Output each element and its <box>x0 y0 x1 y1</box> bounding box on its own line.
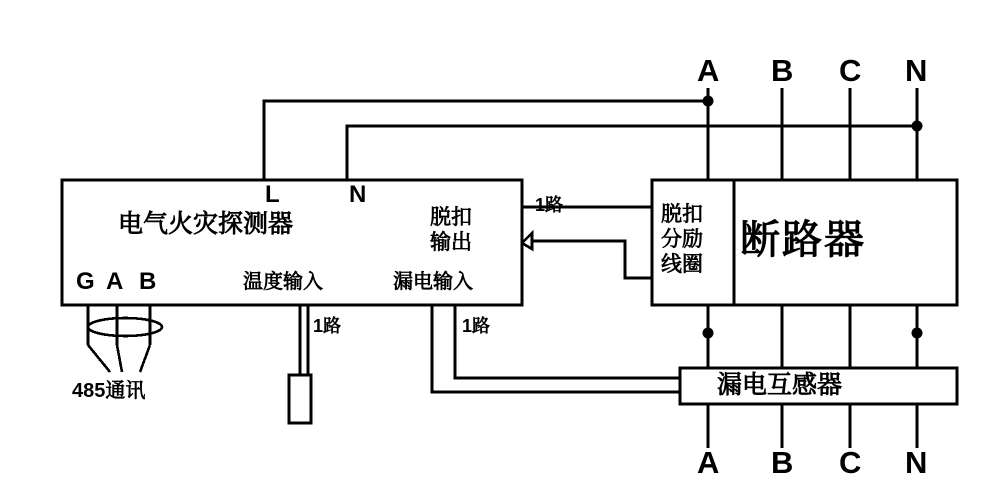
bus-top-label-b: B <box>771 53 794 88</box>
bus-top-label-a: A <box>697 53 720 88</box>
wire-comm-lead-1 <box>88 345 110 372</box>
annotation-comm-485: 485通讯 <box>72 380 146 402</box>
bus-bottom-label-c: C <box>839 445 862 480</box>
bus-bottom-label-n: N <box>905 445 928 480</box>
annotation-trip-channel: 1路 <box>535 195 564 215</box>
terminal-label-n: N <box>349 181 367 208</box>
terminal-label-temp-input: 温度输入 <box>243 271 323 293</box>
terminal-label-leak-input: 漏电输入 <box>393 271 473 293</box>
coil-label-line1: 脱扣 <box>661 203 703 226</box>
dot-phase-n-top <box>912 121 923 132</box>
dot-phase-a-top <box>703 96 714 107</box>
coil-label-line3: 线圈 <box>661 252 703 276</box>
wire-trip-out-2 <box>532 241 652 278</box>
dot-phase-n-mid <box>912 328 923 339</box>
coil-box-label <box>661 203 703 277</box>
dot-phase-a-mid <box>703 328 714 339</box>
temp-sensor-body <box>289 375 311 423</box>
junction-dots <box>703 96 923 339</box>
terminal-label-a: A <box>106 268 124 295</box>
wire-comm-lead-2 <box>117 345 122 372</box>
wire-comm-lead-3 <box>140 345 150 372</box>
terminal-label-b: B <box>139 268 157 295</box>
bus-top-label-n: N <box>905 53 928 88</box>
breaker-box-label: 断路器 <box>740 218 866 262</box>
bus-bottom-label-a: A <box>697 445 720 480</box>
wire-n-to-phase-n <box>347 126 917 180</box>
trip-terminal-bracket <box>522 233 532 249</box>
wire-l-to-phase-a <box>264 101 708 180</box>
coil-label-line2: 分励 <box>661 227 703 251</box>
terminal-label-trip-output <box>430 206 472 256</box>
trip-output-line1: 脱扣 <box>430 206 472 229</box>
terminal-label-l: L <box>265 181 280 208</box>
ct-box-label: 漏电互感器 <box>717 371 843 399</box>
bus-bottom-label-b: B <box>771 445 794 480</box>
terminal-label-g: G <box>76 268 95 295</box>
detector-box-label: 电气火灾探测器 <box>118 210 294 238</box>
annotation-temp-channel: 1路 <box>313 316 342 336</box>
bus-top-label-c: C <box>839 53 862 88</box>
trip-output-line2: 输出 <box>430 230 472 254</box>
annotation-leak-channel: 1路 <box>462 316 491 336</box>
